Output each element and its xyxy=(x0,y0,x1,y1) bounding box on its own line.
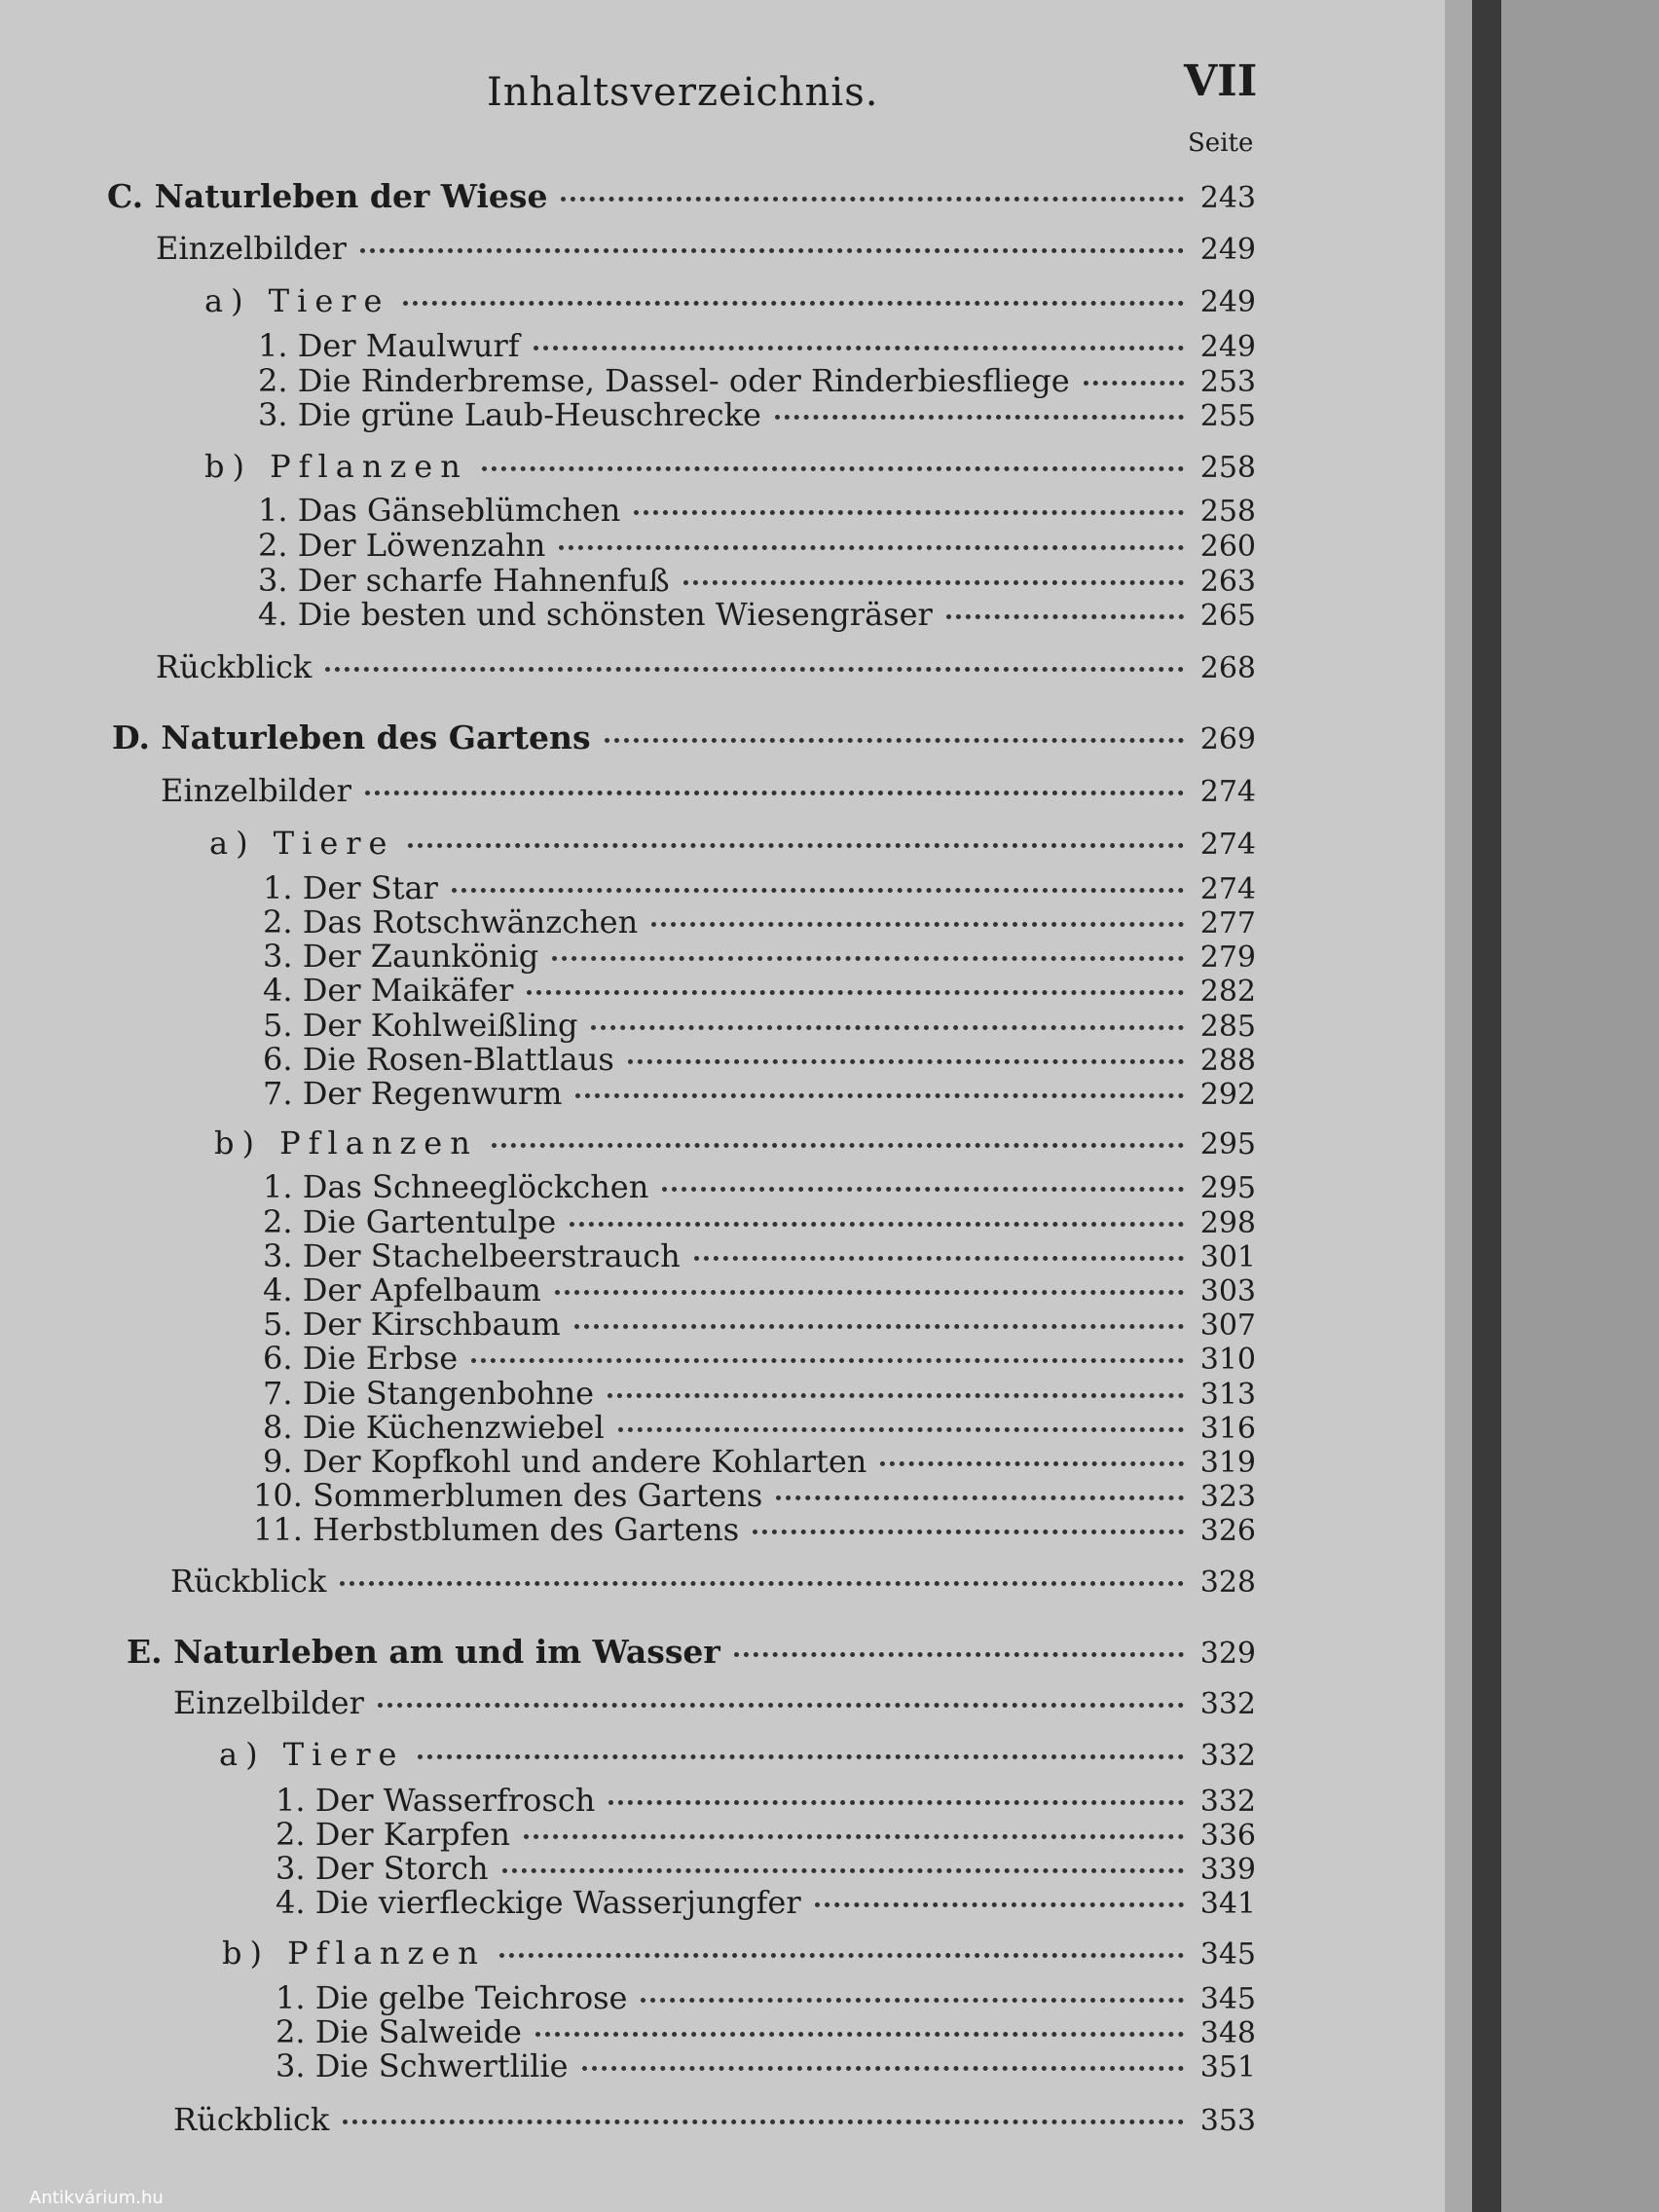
dot-leader xyxy=(591,1025,1184,1030)
toc-entry xyxy=(276,1850,1256,1889)
toc-entry xyxy=(204,448,1256,487)
toc-entry xyxy=(263,1272,1256,1310)
toc-entry-page: 336 xyxy=(1199,1819,1256,1853)
dot-leader xyxy=(775,415,1184,420)
dot-leader xyxy=(535,2032,1184,2037)
dot-leader xyxy=(340,1581,1184,1586)
toc-entry-page: 298 xyxy=(1199,1206,1256,1240)
toc-entry-page: 323 xyxy=(1199,1480,1256,1514)
toc-entry-label: 8. Die Küchenzwiebel xyxy=(263,1409,605,1446)
dot-leader xyxy=(559,545,1184,550)
toc-entry-page: 313 xyxy=(1199,1378,1256,1412)
toc-entry-label: 3. Die grüne Laub-Heuschrecke xyxy=(258,396,761,433)
dot-leader xyxy=(575,1093,1184,1098)
toc-entry xyxy=(263,869,1256,908)
toc-entry xyxy=(214,1124,1256,1163)
toc-entry-label: Einzelbilder xyxy=(161,772,351,809)
toc-entry-page: 303 xyxy=(1199,1274,1256,1309)
toc-entry xyxy=(253,1477,1256,1516)
toc-entry-label: E. Naturleben am und im Wasser xyxy=(127,1633,720,1671)
toc-entry-page: 310 xyxy=(1199,1343,1256,1377)
toc-entry-page: 274 xyxy=(1199,872,1256,906)
dot-leader xyxy=(753,1530,1184,1534)
toc-entry-page: 265 xyxy=(1199,599,1256,633)
dot-leader xyxy=(408,843,1184,848)
toc-entry xyxy=(156,648,1256,687)
toc-entry-label: 4. Die besten und schönsten Wiesengräser xyxy=(258,596,933,633)
toc-entry-page: 295 xyxy=(1199,1171,1256,1205)
dot-leader xyxy=(651,922,1184,927)
toc-entry xyxy=(112,719,1256,757)
dot-leader xyxy=(418,1754,1184,1759)
dot-leader xyxy=(815,1902,1184,1907)
toc-entry-label: 1. Die gelbe Teichrose xyxy=(276,1979,628,2016)
dot-leader xyxy=(582,2066,1184,2071)
toc-entry xyxy=(219,1736,1256,1775)
toc-entry-label: Einzelbilder xyxy=(156,230,347,267)
toc-entry-page: 328 xyxy=(1199,1566,1256,1600)
toc-entry xyxy=(276,1782,1256,1821)
toc-entry xyxy=(263,1237,1256,1276)
dot-leader xyxy=(492,1143,1184,1148)
toc-entry-label: Rückblick xyxy=(173,2101,330,2138)
toc-entry-label: 1. Der Wasserfrosch xyxy=(276,1782,596,1819)
toc-entry xyxy=(258,562,1256,601)
dot-leader xyxy=(570,1222,1184,1227)
toc-entry-page: 249 xyxy=(1199,285,1256,319)
toc-entry xyxy=(276,2047,1256,2086)
toc-entry-label: D. Naturleben des Gartens xyxy=(112,719,591,756)
toc-entry-page: 274 xyxy=(1199,828,1256,862)
toc-entry-label: 1. Der Maulwurf xyxy=(258,327,520,364)
dot-leader xyxy=(618,1427,1184,1432)
toc-entry-page: 329 xyxy=(1199,1637,1256,1671)
toc-entry-page: 332 xyxy=(1199,1687,1256,1721)
toc-entry-label: 2. Das Rotschwänzchen xyxy=(263,903,639,940)
toc-entry xyxy=(263,938,1256,977)
toc-entry xyxy=(276,2013,1256,2052)
toc-entry-label: 2. Die Salweide xyxy=(276,2013,522,2050)
toc-entry xyxy=(258,396,1256,435)
toc-entry-page: 282 xyxy=(1199,975,1256,1009)
dot-leader xyxy=(946,614,1184,619)
toc-entry-label: 5. Der Kohlweißling xyxy=(263,1007,578,1044)
dot-leader xyxy=(482,466,1184,471)
dot-leader xyxy=(605,738,1184,743)
dot-leader xyxy=(776,1495,1184,1500)
toc-entry-page: 301 xyxy=(1199,1240,1256,1274)
toc-entry-page: 345 xyxy=(1199,1937,1256,1972)
toc-entry-label: 11. Herbstblumen des Gartens xyxy=(253,1511,740,1548)
toc-entry-page: 258 xyxy=(1199,451,1256,485)
dot-leader xyxy=(561,197,1184,202)
toc-entry-page: 258 xyxy=(1199,495,1256,529)
toc-entry-page: 277 xyxy=(1199,906,1256,940)
toc-entry xyxy=(263,972,1256,1011)
toc-entry-page: 263 xyxy=(1199,565,1256,599)
dot-leader xyxy=(683,580,1184,585)
dot-leader xyxy=(403,301,1184,306)
toc-entry-page: 249 xyxy=(1199,330,1256,364)
toc-entry-page: 288 xyxy=(1199,1044,1256,1078)
toc-entry-label: 2. Der Löwenzahn xyxy=(258,527,546,564)
dot-leader xyxy=(628,1059,1184,1064)
toc-entry-label: a) Tiere xyxy=(204,282,390,319)
toc-entry xyxy=(258,596,1256,635)
dot-leader xyxy=(499,1953,1184,1958)
toc-entry xyxy=(263,1168,1256,1207)
dot-leader xyxy=(452,888,1184,893)
dot-leader xyxy=(527,990,1184,995)
toc-entry xyxy=(209,825,1256,864)
toc-entry xyxy=(263,1007,1256,1046)
toc-entry-label: Einzelbilder xyxy=(173,1684,364,1721)
toc-entry-page: 279 xyxy=(1199,940,1256,975)
page-number: VII xyxy=(1184,56,1258,106)
toc-entry-label: Rückblick xyxy=(156,648,313,685)
toc-entry-page: 332 xyxy=(1199,1739,1256,1773)
toc-entry-label: b) Pflanzen xyxy=(204,448,468,485)
toc-entry xyxy=(156,230,1256,269)
toc-entry-label: 1. Das Gänseblümchen xyxy=(258,492,621,529)
toc-entry-label: 4. Der Maikäfer xyxy=(263,972,514,1009)
toc-entry xyxy=(127,1633,1256,1672)
toc-entry-page: 260 xyxy=(1199,530,1256,564)
toc-entry xyxy=(263,1375,1256,1414)
toc-entry-label: 6. Die Erbse xyxy=(263,1340,459,1377)
toc-entry-label: 4. Der Apfelbaum xyxy=(263,1272,541,1309)
toc-entry-page: 255 xyxy=(1199,399,1256,433)
dot-leader xyxy=(552,956,1184,961)
dot-leader xyxy=(662,1187,1184,1192)
toc-entry-page: 341 xyxy=(1199,1887,1256,1921)
toc-entry xyxy=(222,1935,1256,1973)
page-title: Inhaltsverzeichnis. xyxy=(487,70,879,115)
page-column-label: Seite xyxy=(1188,129,1254,158)
toc-entry xyxy=(258,327,1256,366)
toc-entry-label: Rückblick xyxy=(170,1563,327,1600)
toc-entry-page: 268 xyxy=(1199,651,1256,685)
toc-entry-page: 243 xyxy=(1199,181,1256,215)
dot-leader xyxy=(555,1290,1184,1295)
toc-entry-page: 348 xyxy=(1199,2016,1256,2050)
toc-entry-label: 3. Der Zaunkönig xyxy=(263,938,539,975)
toc-entry-page: 307 xyxy=(1199,1309,1256,1343)
toc-entry-page: 345 xyxy=(1199,1982,1256,2016)
toc-entry-label: 9. Der Kopfkohl und andere Kohlarten xyxy=(263,1443,867,1480)
toc-entry-label: a) Tiere xyxy=(219,1736,405,1773)
toc-entry xyxy=(107,177,1256,216)
toc-entry xyxy=(276,1816,1256,1855)
dot-leader xyxy=(502,1868,1184,1873)
toc-entry-page: 332 xyxy=(1199,1785,1256,1819)
toc-entry-page: 353 xyxy=(1199,2104,1256,2138)
toc-entry xyxy=(170,1563,1256,1602)
toc-entry-label: 3. Die Schwertlilie xyxy=(276,2047,569,2084)
watermark: Antikvárium.hu xyxy=(29,2188,164,2208)
toc-entry-label: 2. Die Gartentulpe xyxy=(263,1203,557,1240)
toc-entry xyxy=(263,1443,1256,1482)
toc-entry-page: 292 xyxy=(1199,1078,1256,1112)
dot-leader xyxy=(634,510,1184,515)
toc-entry-label: 7. Der Regenwurm xyxy=(263,1075,563,1112)
toc-entry-label: 2. Der Karpfen xyxy=(276,1816,510,1853)
toc-entry xyxy=(253,1511,1256,1550)
toc-entry xyxy=(263,1075,1256,1114)
toc-entry-page: 285 xyxy=(1199,1010,1256,1044)
toc-entry xyxy=(263,1041,1256,1080)
toc-entry-label: b) Pflanzen xyxy=(222,1935,486,1972)
toc-entry-page: 249 xyxy=(1199,233,1256,267)
toc-entry-page: 253 xyxy=(1199,365,1256,399)
toc-entry xyxy=(263,1340,1256,1379)
dot-leader xyxy=(365,791,1184,795)
toc-entry xyxy=(276,1884,1256,1923)
toc-entry xyxy=(263,903,1256,942)
dot-leader xyxy=(880,1461,1184,1466)
toc-entry-label: 7. Die Stangenbohne xyxy=(263,1375,595,1412)
toc-entry xyxy=(258,527,1256,566)
toc-entry xyxy=(173,2101,1256,2140)
toc-entry-page: 351 xyxy=(1199,2050,1256,2084)
dot-leader xyxy=(471,1358,1184,1363)
dot-leader xyxy=(1084,381,1184,386)
dot-leader xyxy=(574,1324,1184,1329)
background-surface xyxy=(1501,0,1659,2212)
dot-leader xyxy=(524,1834,1184,1839)
toc-entry-label: 2. Die Rinderbremse, Dassel- oder Rinderbiesfliege xyxy=(258,362,1070,399)
toc-entry-page: 319 xyxy=(1199,1446,1256,1480)
dot-leader xyxy=(694,1256,1184,1261)
dot-leader xyxy=(608,1393,1184,1398)
toc-entry-page: 316 xyxy=(1199,1412,1256,1446)
dot-leader xyxy=(534,346,1184,350)
toc-entry-page: 269 xyxy=(1199,722,1256,756)
toc-entry-label: 3. Der Stachelbeerstrauch xyxy=(263,1237,681,1274)
page-edge xyxy=(1445,0,1472,2212)
toc-entry-page: 274 xyxy=(1199,775,1256,809)
toc-entry-label: C. Naturleben der Wiese xyxy=(107,177,548,215)
toc-entry-page: 295 xyxy=(1199,1127,1256,1161)
toc-entry-label: a) Tiere xyxy=(209,825,395,862)
toc-entry xyxy=(263,1409,1256,1448)
toc-entry-label: 4. Die vierfleckige Wasserjungfer xyxy=(276,1884,801,1921)
toc-entry xyxy=(276,1979,1256,2018)
toc-entry-label: 3. Der scharfe Hahnenfuß xyxy=(258,562,670,599)
toc-entry xyxy=(258,492,1256,531)
toc-entry xyxy=(173,1684,1256,1723)
toc-entry xyxy=(204,282,1256,321)
toc-entry xyxy=(263,1203,1256,1242)
dot-leader xyxy=(608,1800,1184,1805)
toc-entry-label: 6. Die Rosen-Blattlaus xyxy=(263,1041,614,1078)
dot-leader xyxy=(641,1998,1184,2003)
toc-entry-label: 10. Sommerblumen des Gartens xyxy=(253,1477,763,1514)
dot-leader xyxy=(360,248,1184,253)
toc-entry xyxy=(161,772,1256,811)
toc-entry-label: 5. Der Kirschbaum xyxy=(263,1306,561,1343)
book-spine xyxy=(1472,0,1501,2212)
toc-entry-label: 1. Das Schneeglöckchen xyxy=(263,1168,649,1205)
toc-entry xyxy=(258,362,1256,401)
toc-entry-label: 1. Der Star xyxy=(263,869,438,906)
toc-entry-page: 326 xyxy=(1199,1514,1256,1548)
dot-leader xyxy=(325,667,1184,672)
toc-entry-page: 339 xyxy=(1199,1853,1256,1887)
toc-entry xyxy=(263,1306,1256,1345)
toc-entry-label: 3. Der Storch xyxy=(276,1850,489,1887)
dot-leader xyxy=(343,2120,1184,2124)
toc-entry-label: b) Pflanzen xyxy=(214,1124,478,1161)
dot-leader xyxy=(734,1652,1184,1657)
dot-leader xyxy=(378,1703,1184,1708)
